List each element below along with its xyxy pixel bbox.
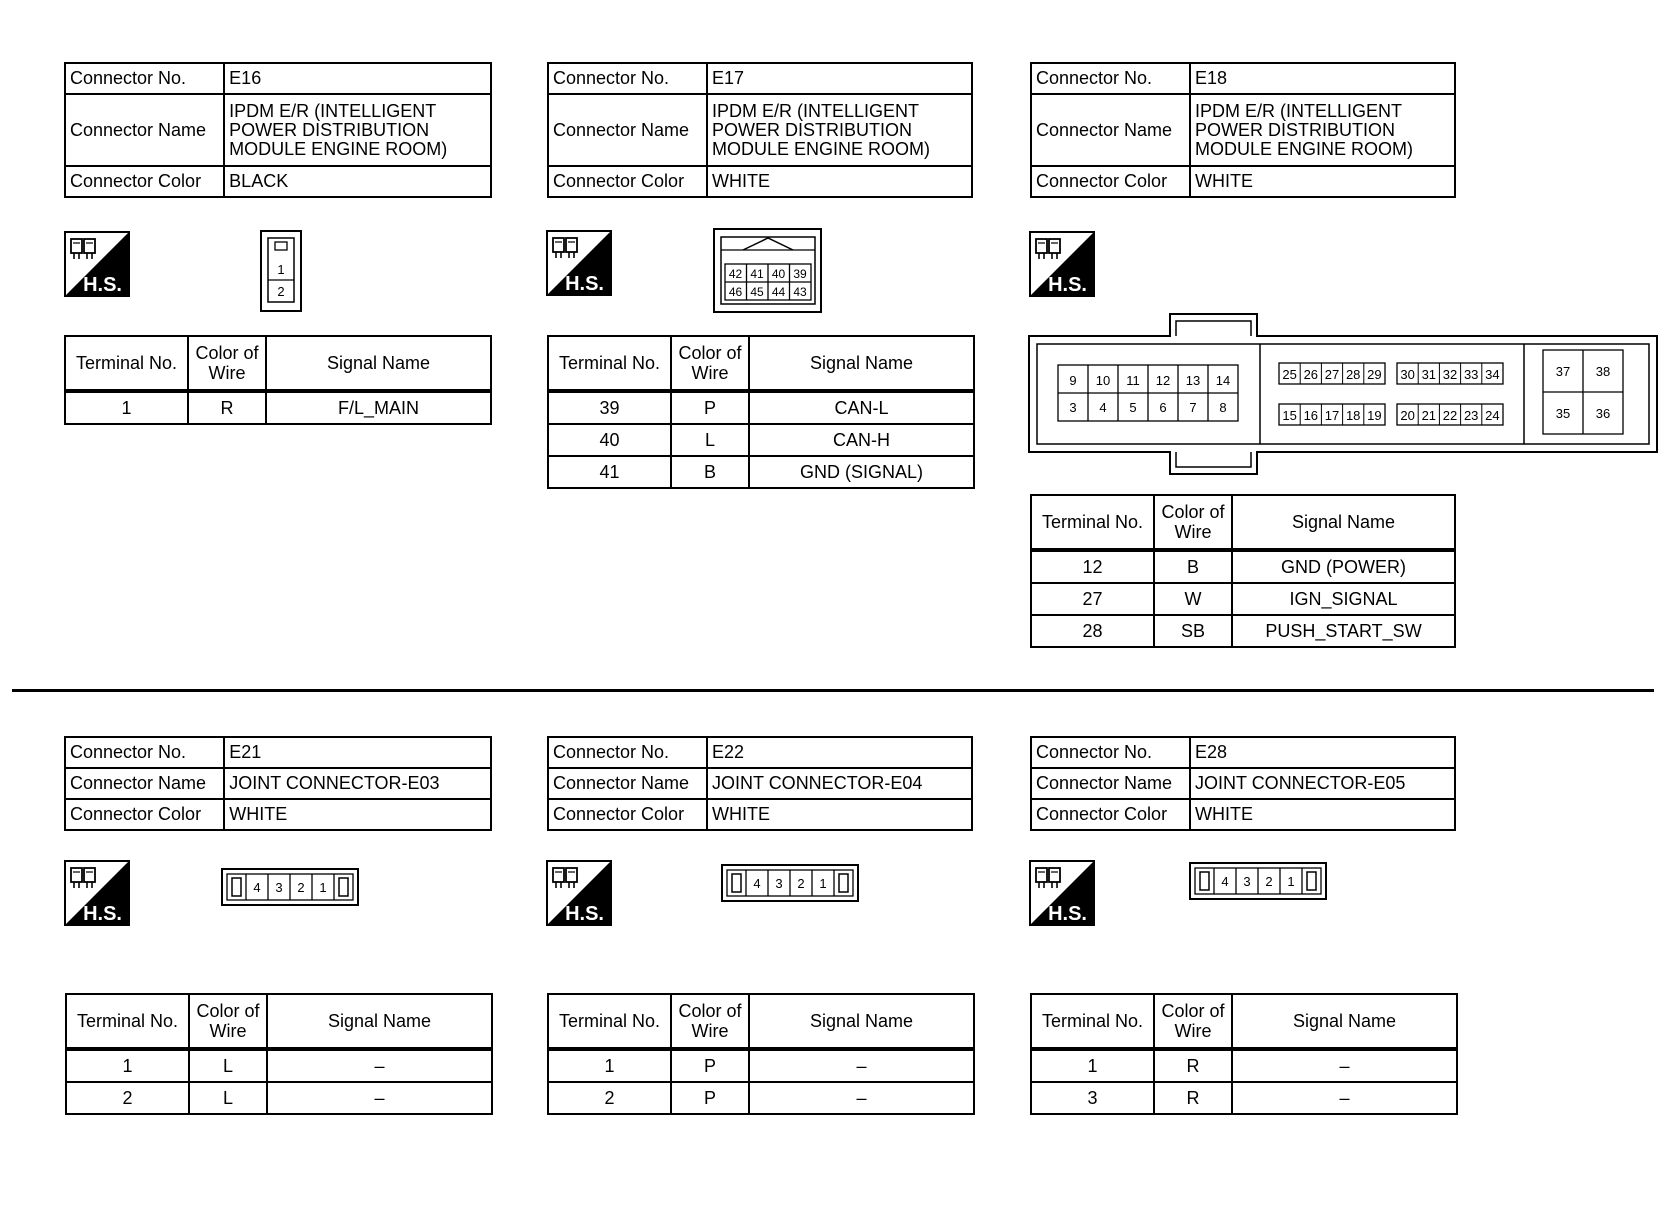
pin-label: 42 [728,267,743,281]
pin-label: 22 [1442,408,1458,423]
pin-label: 21 [1421,408,1437,423]
wire-color-header: Color of Wire [1154,994,1232,1049]
pin-label: 8 [1219,400,1227,415]
connector-no-label: Connector No. [548,63,707,94]
pin-label: 25 [1282,367,1297,382]
terminal-table [64,335,492,425]
signal-cell: IGN_SIGNAL [1232,583,1455,615]
wire-cell: P [671,1049,749,1082]
pin-label: 3 [1069,400,1077,415]
terminal-no-header: Terminal No. [1031,994,1154,1049]
pin-label: 19 [1367,408,1382,423]
wire-cell: L [189,1049,267,1082]
hs-label: H.S. [83,903,122,925]
signal-cell: GND (POWER) [1232,550,1455,583]
pin-label: 2 [1265,874,1273,889]
table-row [548,456,974,488]
pin-label: 16 [1303,408,1319,423]
harness-side-icon [64,231,130,297]
connector-no-value: E22 [707,737,972,768]
connector-name-value: JOINT CONNECTOR-E05 [1190,768,1455,799]
pin-label: 1 [1287,874,1295,889]
connector-no-value: E16 [224,63,491,94]
terminal-cell: 1 [548,1049,671,1082]
table-row [65,391,491,424]
connector-color-label: Connector Color [548,799,707,830]
connector-no-value: E17 [707,63,972,94]
terminal-cell: 3 [1031,1082,1154,1114]
connector-info-table [1030,62,1456,198]
wire-cell: R [1154,1049,1232,1082]
connector-color-label: Connector Color [65,799,224,830]
connector-color-label: Connector Color [1031,166,1190,197]
signal-cell: F/L_MAIN [266,391,491,424]
terminal-table [65,993,493,1115]
signal-cell: – [1232,1082,1457,1114]
wire-cell: B [671,456,749,488]
pin-label: 9 [1069,373,1077,388]
table-row [548,1082,974,1114]
connector-name-label: Connector Name [548,94,707,166]
pin-label: 2 [297,880,305,895]
wire-color-header: Color of Wire [189,994,267,1049]
pin-label: 24 [1485,408,1500,423]
connector-face-diagram [713,228,823,314]
pin-label: 3 [1243,874,1251,889]
connector-info-table [64,62,492,198]
connector-color-value: BLACK [224,166,491,197]
connector-no-value: E18 [1190,63,1455,94]
pin-label: 34 [1485,367,1500,382]
pin-label: 4 [253,880,261,895]
pin-label: 39 [793,267,807,281]
pin-label: 1 [819,876,827,891]
wire-cell: R [188,391,266,424]
pin-label: 3 [775,876,783,891]
terminal-no-header: Terminal No. [65,336,188,391]
terminal-no-header: Terminal No. [66,994,189,1049]
pin-label: 6 [1159,400,1167,415]
connector-no-label: Connector No. [65,737,224,768]
terminal-cell: 1 [66,1049,189,1082]
terminal-table [547,335,975,489]
signal-name-header: Signal Name [1232,495,1455,550]
connector-name-value: JOINT CONNECTOR-E04 [707,768,972,799]
terminal-no-header: Terminal No. [1031,495,1154,550]
terminal-cell: 1 [65,391,188,424]
table-row [1031,1082,1457,1114]
pin-label: 2 [797,876,805,891]
pin-label: 31 [1421,367,1437,382]
pin-label: 14 [1215,373,1231,388]
connector-color-value: WHITE [224,799,491,830]
terminal-table [1030,993,1458,1115]
hs-label: H.S. [565,903,604,925]
pin-label: 12 [1155,373,1171,388]
connector-name-label: Connector Name [548,768,707,799]
pin-label: 27 [1324,367,1340,382]
table-row [66,1049,492,1082]
signal-name-header: Signal Name [749,994,974,1049]
wire-cell: SB [1154,615,1232,647]
terminal-cell: 28 [1031,615,1154,647]
terminal-table [1030,494,1456,648]
connector-face-diagram [221,868,359,906]
terminal-table [547,993,975,1115]
connector-color-value: WHITE [1190,166,1455,197]
connector-face-diagram [1028,313,1658,475]
wire-cell: B [1154,550,1232,583]
connector-no-label: Connector No. [548,737,707,768]
signal-cell: CAN-L [749,391,974,424]
wire-cell: W [1154,583,1232,615]
pin-label: 30 [1400,367,1415,382]
pin-label: 11 [1126,373,1140,388]
connector-name-label: Connector Name [65,768,224,799]
wire-color-header: Color of Wire [188,336,266,391]
terminal-cell: 2 [548,1082,671,1114]
table-row [66,1082,492,1114]
pin-label: 41 [750,267,764,281]
pin-label: 23 [1463,408,1479,423]
table-row [1031,550,1455,583]
signal-name-header: Signal Name [266,336,491,391]
connector-face-diagram [1189,862,1327,900]
terminal-cell: 12 [1031,550,1154,583]
signal-cell: – [267,1049,492,1082]
table-row [548,391,974,424]
pin-label: 28 [1345,367,1361,382]
signal-cell: – [749,1082,974,1114]
pin-label: 5 [1129,400,1137,415]
connector-info-table [1030,736,1456,831]
hs-label: H.S. [1048,903,1087,925]
connector-no-label: Connector No. [1031,737,1190,768]
pin-label: 35 [1555,406,1571,421]
table-row [1031,1049,1457,1082]
connector-name-label: Connector Name [1031,768,1190,799]
pin-label: 7 [1189,400,1197,415]
connector-color-label: Connector Color [65,166,224,197]
connector-no-label: Connector No. [1031,63,1190,94]
table-row [1031,583,1455,615]
wire-color-header: Color of Wire [671,994,749,1049]
wire-cell: L [189,1082,267,1114]
pin-label: 38 [1595,364,1611,379]
harness-side-icon [1029,231,1095,297]
connector-face-diagram [721,864,859,902]
pin-label: 17 [1324,408,1340,423]
pin-label: 32 [1442,367,1458,382]
connector-name-value: IPDM E/R (INTELLIGENT POWER DISTRIBUTION MODULE ENGINE ROOM) [224,94,491,166]
hs-label: H.S. [565,273,604,295]
table-row [548,1049,974,1082]
terminal-cell: 2 [66,1082,189,1114]
pin-label: 10 [1095,373,1111,388]
pin-label: 1 [319,880,327,895]
pin-label: 15 [1282,408,1297,423]
terminal-cell: 41 [548,456,671,488]
pin-label: 4 [1099,400,1107,415]
table-row [1031,615,1455,647]
pin-label: 46 [728,285,743,299]
harness-side-icon [64,860,130,926]
pin-label: 37 [1555,364,1571,379]
terminal-cell: 27 [1031,583,1154,615]
pin-label: 29 [1367,367,1382,382]
pin-label: 3 [275,880,283,895]
pin-label: 44 [771,285,786,299]
pin-label: 26 [1303,367,1319,382]
connector-info-table [547,736,973,831]
terminal-no-header: Terminal No. [548,336,671,391]
connector-name-value: JOINT CONNECTOR-E03 [224,768,491,799]
wire-color-header: Color of Wire [671,336,749,391]
pin-label: 2 [277,284,285,299]
signal-cell: CAN-H [749,424,974,456]
harness-side-icon [1029,860,1095,926]
signal-name-header: Signal Name [749,336,974,391]
section-divider [12,689,1654,692]
terminal-cell: 39 [548,391,671,424]
harness-side-icon [546,860,612,926]
connector-color-value: WHITE [1190,799,1455,830]
connector-color-label: Connector Color [1031,799,1190,830]
pin-label: 4 [753,876,761,891]
connector-name-value: IPDM E/R (INTELLIGENT POWER DISTRIBUTION MODULE ENGINE ROOM) [1190,94,1455,166]
connector-info-table [64,736,492,831]
connector-no-label: Connector No. [65,63,224,94]
connector-name-label: Connector Name [1031,94,1190,166]
wire-cell: L [671,424,749,456]
hs-label: H.S. [1048,274,1087,296]
terminal-cell: 1 [1031,1049,1154,1082]
signal-cell: PUSH_START_SW [1232,615,1455,647]
signal-cell: GND (SIGNAL) [749,456,974,488]
pin-label: 20 [1400,408,1415,423]
terminal-no-header: Terminal No. [548,994,671,1049]
wire-color-header: Color of Wire [1154,495,1232,550]
table-row [548,424,974,456]
connector-no-value: E28 [1190,737,1455,768]
connector-color-value: WHITE [707,799,972,830]
connector-name-value: IPDM E/R (INTELLIGENT POWER DISTRIBUTION MODULE ENGINE ROOM) [707,94,972,166]
signal-name-header: Signal Name [1232,994,1457,1049]
pin-label: 1 [277,262,285,277]
connector-color-label: Connector Color [548,166,707,197]
wire-cell: R [1154,1082,1232,1114]
signal-cell: – [1232,1049,1457,1082]
connector-name-label: Connector Name [65,94,224,166]
pin-label: 33 [1463,367,1479,382]
pin-label: 18 [1345,408,1361,423]
pin-label: 45 [750,285,764,299]
connector-no-value: E21 [224,737,491,768]
connector-info-table [547,62,973,198]
wire-cell: P [671,1082,749,1114]
signal-cell: – [749,1049,974,1082]
harness-side-icon [546,230,612,296]
connector-color-value: WHITE [707,166,972,197]
pin-label: 13 [1185,373,1201,388]
signal-name-header: Signal Name [267,994,492,1049]
pin-label: 40 [771,267,786,281]
signal-cell: – [267,1082,492,1114]
pin-label: 4 [1221,874,1229,889]
connector-face-diagram [260,230,302,312]
wire-cell: P [671,391,749,424]
pin-label: 36 [1595,406,1611,421]
hs-label: H.S. [83,274,122,296]
pin-label: 43 [793,285,807,299]
terminal-cell: 40 [548,424,671,456]
